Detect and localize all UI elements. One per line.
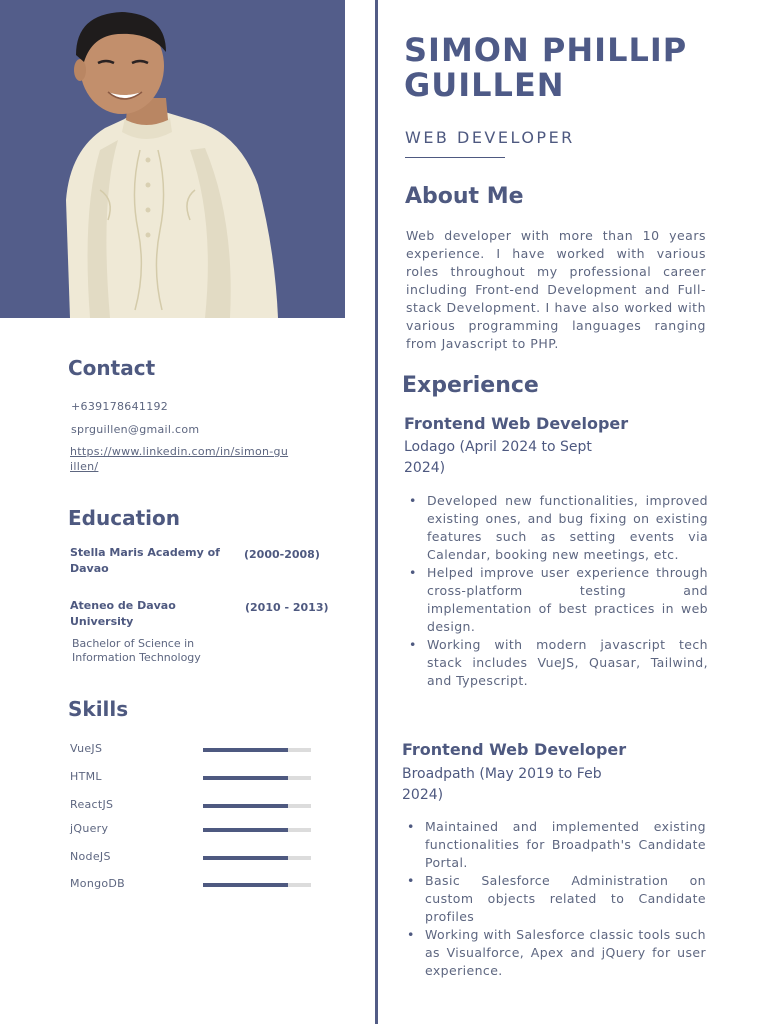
skill-bar-fill: [203, 828, 288, 832]
job-bullet: • Maintained and implemented existing functionalities for Broadpath's Candidate Portal.: [425, 818, 706, 872]
education-degree: Bachelor of Science in Information Technology: [72, 637, 201, 664]
job-role: WEB DEVELOPER: [405, 128, 575, 147]
education-heading: Education: [68, 506, 180, 530]
skill-bar-fill: [203, 776, 288, 780]
skill-name: VueJS: [70, 742, 103, 755]
job-company: Lodago (April 2024 to Sept 2024): [404, 439, 592, 476]
job-company: Broadpath (May 2019 to Feb 2024): [402, 766, 602, 803]
contact-linkedin-link[interactable]: https://www.linkedin.com/in/simon-guillen/: [70, 445, 289, 473]
contact-heading: Contact: [68, 356, 156, 380]
education-years: (2010 - 2013): [245, 601, 329, 614]
skill-bar: [203, 804, 311, 808]
job-bullet: • Working with modern javascript tech stack includes VueJS, Quasar, Tailwind, and Typescript.: [427, 636, 708, 690]
skills-heading: Skills: [68, 697, 129, 721]
skill-row: [70, 770, 320, 788]
skill-bar-fill: [203, 748, 288, 752]
contact-phone[interactable]: +639178641192: [71, 400, 169, 413]
skill-name: NodeJS: [70, 850, 111, 863]
contact-email[interactable]: sprguillen@gmail.com: [71, 423, 200, 436]
skill-row: [70, 877, 320, 895]
job-bullet: • Developed new functionalities, improved existing ones, and bug fixing on existing features such as setting events via Calendar, booking new meetings, etc.: [427, 492, 708, 564]
profile-photo: [0, 0, 345, 318]
role-underline: [405, 157, 505, 158]
skill-bar: [203, 748, 311, 752]
skill-name: ReactJS: [70, 798, 114, 811]
skill-bar-fill: [203, 804, 288, 808]
skill-name: HTML: [70, 770, 102, 783]
education-school: Stella Maris Academy of Davao: [70, 546, 220, 575]
job-title: Frontend Web Developer: [404, 414, 629, 433]
skill-row: [70, 742, 320, 760]
skill-name: MongoDB: [70, 877, 126, 890]
skill-name: jQuery: [70, 822, 109, 835]
skill-bar: [203, 776, 311, 780]
skill-row: [70, 822, 320, 840]
job-bullet: • Helped improve user experience through cross-platform testing and implementation of best practices in web design.: [427, 564, 708, 636]
skill-bar: [203, 828, 311, 832]
about-heading: About Me: [405, 184, 524, 209]
skill-bar: [203, 883, 311, 887]
profile-photo-illustration: [0, 0, 345, 318]
column-divider: [375, 0, 378, 1024]
skill-bar-fill: [203, 883, 288, 887]
job-bullet: • Basic Salesforce Administration on custom objects related to Candidate profiles: [425, 872, 706, 926]
skill-bar: [203, 856, 311, 860]
about-text: Web developer with more than 10 years experience. I have worked with various roles throughout my professional career including Front-end Development and Full-stack Development. I have also worked with various programming languages ranging from Javascript to PHP.: [406, 228, 706, 351]
job-title: Frontend Web Developer: [402, 740, 627, 759]
skill-bar-fill: [203, 856, 288, 860]
experience-heading: Experience: [402, 373, 539, 398]
job-bullets: [404, 492, 708, 690]
job-bullet: • Working with Salesforce classic tools such as Visualforce, Apex and jQuery for user experience.: [425, 926, 706, 980]
skill-row: [70, 798, 320, 816]
job-bullets: [402, 818, 706, 980]
person-name: SIMON PHILLIP GUILLEN: [404, 31, 688, 104]
education-school: Ateneo de Davao University: [70, 599, 176, 628]
skill-row: [70, 850, 320, 868]
education-years: (2000-2008): [244, 548, 320, 561]
